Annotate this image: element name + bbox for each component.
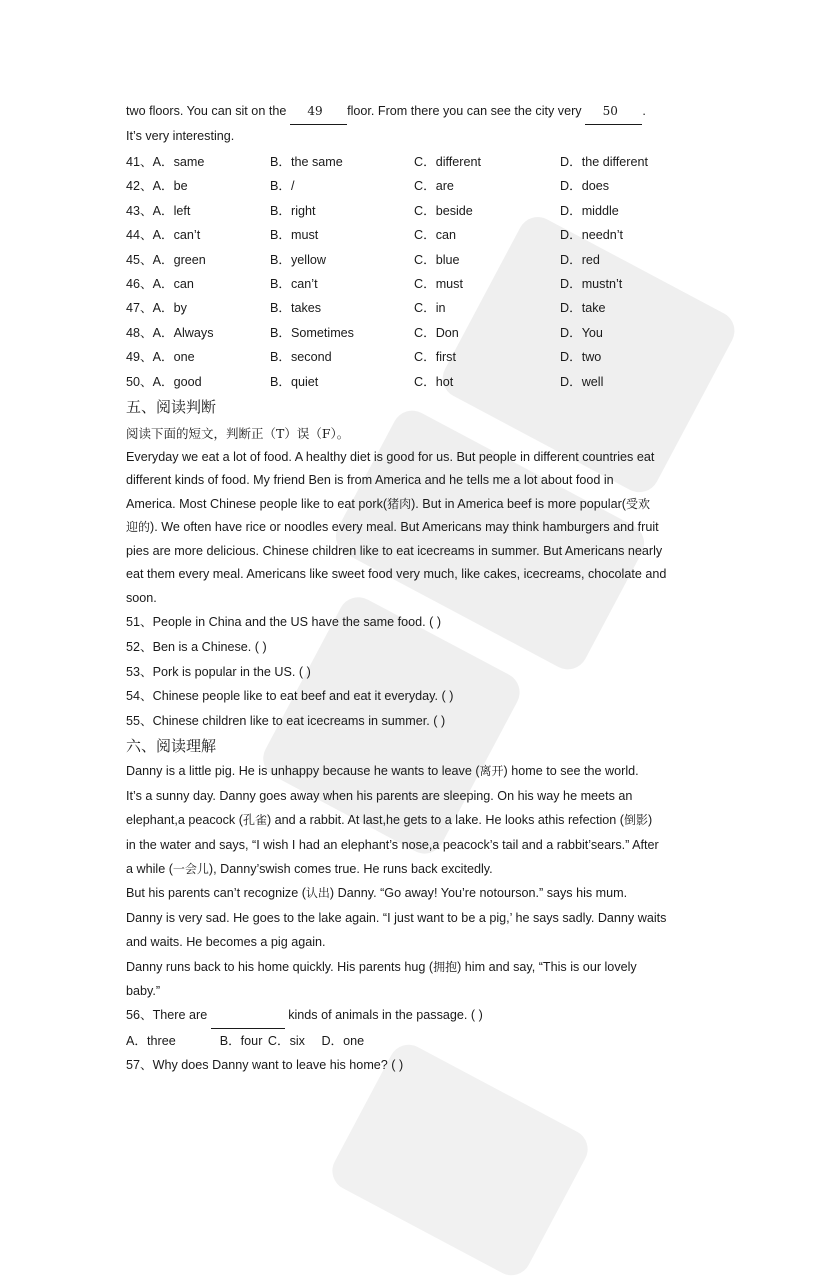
judge-question: 55、Chinese children like to eat icecreams in summer. ( ) [126,713,446,728]
judge-question: 51、People in China and the US have the same food. ( ) [126,615,442,630]
blank-49: 49 [290,100,347,125]
judge-question: 54、Chinese people like to eat beef and eat it everyday. ( ) [126,689,454,704]
judge-question: 52、Ben is a Chinese. ( ) [126,640,267,654]
section-6-title: 六、阅读理解 [126,737,217,756]
cloze-tail-line-2: It’s very interesting. [126,128,235,143]
section-5-title: 五、阅读判断 [126,397,217,416]
choice-row: 41、A．same B．the same C．different D．the different [126,155,648,169]
blank-50: 50 [585,100,642,125]
exam-page [126,100,706,1076]
choice-row: 48、A．Always B．Sometimes C．Don D．You [126,325,603,340]
section-5-questions [126,610,706,733]
question-56-options: A．three B．four C．six D．one [126,1033,365,1048]
question-57: 57、Why does Danny want to leave his home? ( ) [126,1057,404,1072]
question-56: 56、There are kinds of animals in the passage. ( ) [126,1003,706,1028]
section-5-passage: Everyday we eat a lot of food. A healthy diet is good for us. But people in different countries eat different kinds of food. My friend Ben is from America and he tells me a lot about food in America. Most Chinese people like to eat pork(猪肉). But in America beef is more popular(受欢 迎的). We often have rice or noodles every meal. But Americans may think hamburgers and fruit pies are more delicious. Chinese children like to eat icecreams in summer. But Americans nearly eat them every meal. Americans like sweet food very much, like cakes, icecreams, chocolate and soon. [126,449,667,605]
section-6-passage: Danny is a little pig. He is unhappy because he wants to leave (离开) home to see the world. It’s a sunny day. Danny goes away when his parents are sleeping. On his way he meets an elephant,a peacock (孔雀) and a rabbit. At last,he gets to a lake. He looks athis refection (倒影) in the water and says, “I wish I had an elephant’s nose,a peacock’s tail and a rabbit’sears.” After a while (一会儿), Danny’swish comes true. He runs back excitedly. But his parents can’t recognize (认出) Danny. “Go away! You’re notourson.” says his mum. Danny is very sad. He goes to the lake again. “I just want to be a pig,’ he says sadly. Danny waits and waits. He becomes a pig again. Danny runs back to his home quickly. His parents hug (拥抱) him and say, “This is our lovely baby.” [126,764,667,999]
choice-row: 45、A．green B．yellow C．blue D．red [126,252,600,267]
cloze-tail-line-1: two floors. You can sit on the 49 floor. From there you can see the city very 50 . [126,100,706,125]
choice-row: 47、A．by B．takes C．in D．take [126,301,606,316]
section-5-instruction: 阅读下面的短文，判断正（T）误（F）。 [126,425,350,441]
choice-row: 43、A．left B．right C．beside D．middle [126,203,619,218]
blank-56 [211,1003,285,1028]
judge-question: 53、Pork is popular in the US. ( ) [126,664,311,679]
choice-row: 46、A．can B．can’t C．must D．mustn’t [126,276,623,291]
choice-row: 44、A．can’t B．must C．can D．needn’t [126,228,624,243]
choice-row: 49、A．one B．second C．first D．two [126,350,602,365]
choice-list [126,150,706,394]
choice-row: 42、A．be B．/ C．are D．does [126,179,609,194]
choice-row: 50、A．good B．quiet C．hot D．well [126,374,604,389]
